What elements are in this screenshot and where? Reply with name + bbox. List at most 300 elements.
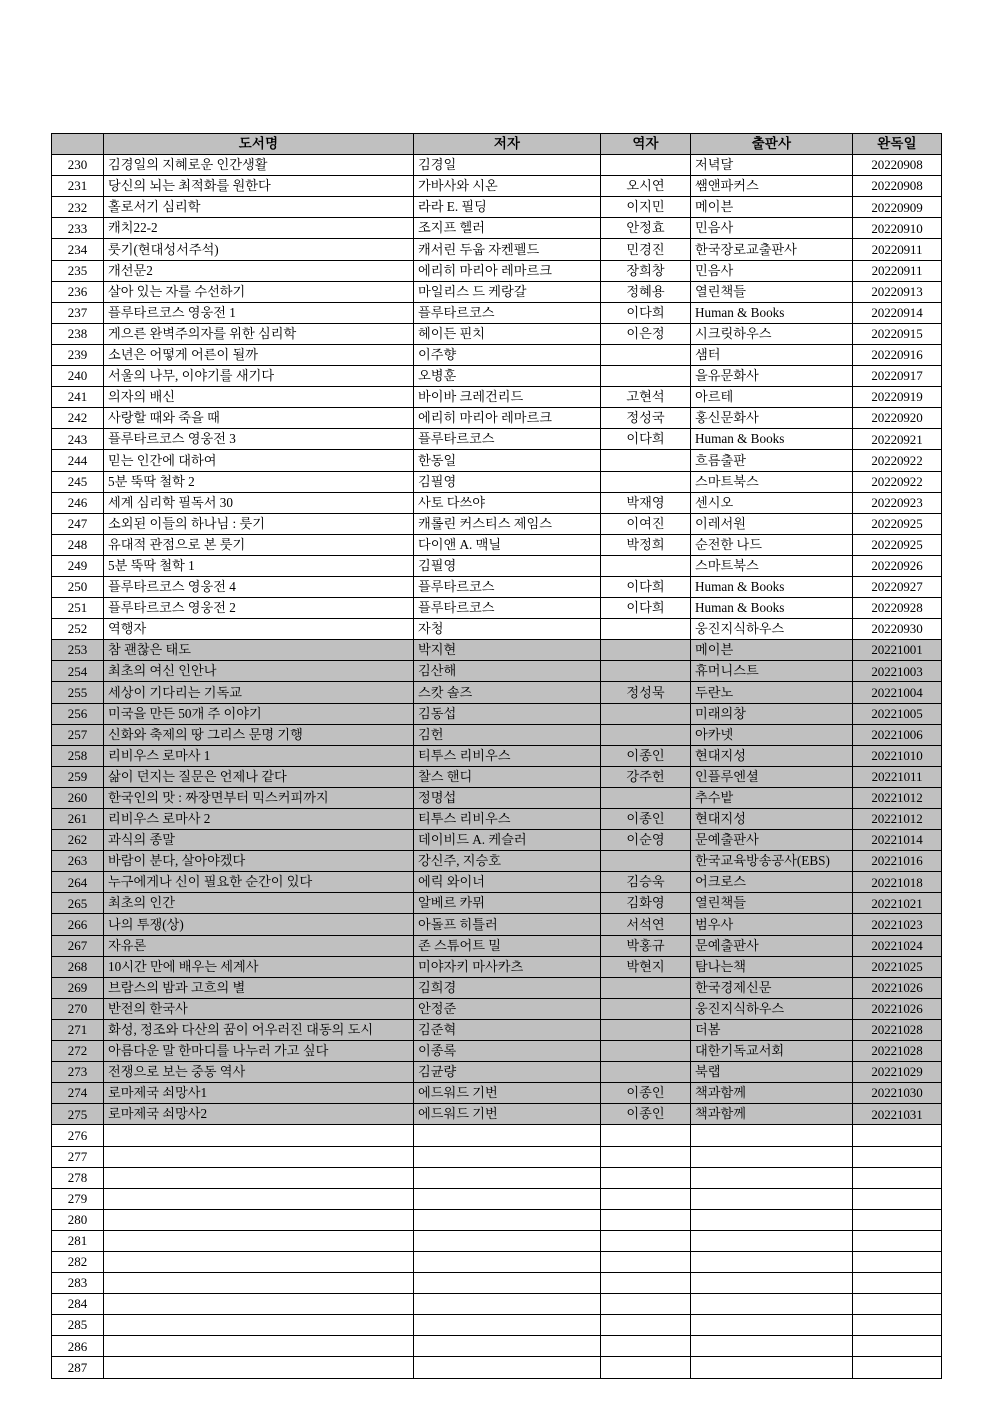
- table-row[interactable]: [52, 450, 942, 471]
- publisher-cell[interactable]: 저녁달: [691, 155, 853, 176]
- translator-cell[interactable]: [601, 1357, 691, 1378]
- book-title-cell[interactable]: 리비우스 로마사 1: [104, 745, 414, 766]
- author-cell[interactable]: 캐서린 두웁 자켄펠드: [414, 239, 601, 260]
- book-title-cell[interactable]: 의자의 배신: [104, 387, 414, 408]
- table-row[interactable]: [52, 745, 942, 766]
- publisher-cell[interactable]: 홍신문화사: [691, 408, 853, 429]
- author-cell[interactable]: 에릭 와이너: [414, 872, 601, 893]
- publisher-cell[interactable]: 아르테: [691, 387, 853, 408]
- publisher-cell[interactable]: [691, 1251, 853, 1272]
- author-cell[interactable]: [414, 1167, 601, 1188]
- publisher-cell[interactable]: [691, 1146, 853, 1167]
- translator-cell[interactable]: [601, 555, 691, 576]
- author-cell[interactable]: 에드워드 기번: [414, 1083, 601, 1104]
- book-title-cell[interactable]: 브람스의 밤과 고흐의 별: [104, 977, 414, 998]
- completion-date-cell[interactable]: [853, 1125, 942, 1146]
- translator-cell[interactable]: 김화영: [601, 893, 691, 914]
- table-row[interactable]: [52, 281, 942, 302]
- publisher-cell[interactable]: 센시오: [691, 492, 853, 513]
- translator-cell[interactable]: [601, 724, 691, 745]
- table-row[interactable]: [52, 534, 942, 555]
- publisher-cell[interactable]: 인플루엔셜: [691, 766, 853, 787]
- translator-cell[interactable]: 안정효: [601, 218, 691, 239]
- author-cell[interactable]: 티투스 리비우스: [414, 809, 601, 830]
- completion-date-cell[interactable]: 20221014: [853, 830, 942, 851]
- table-row[interactable]: [52, 387, 942, 408]
- publisher-cell[interactable]: 어크로스: [691, 872, 853, 893]
- book-title-cell[interactable]: 최초의 인간: [104, 893, 414, 914]
- table-row[interactable]: [52, 513, 942, 534]
- author-cell[interactable]: [414, 1146, 601, 1167]
- table-row[interactable]: [52, 1209, 942, 1230]
- translator-cell[interactable]: [601, 366, 691, 387]
- translator-cell[interactable]: 이종인: [601, 809, 691, 830]
- translator-cell[interactable]: 이지민: [601, 197, 691, 218]
- completion-date-cell[interactable]: 20220920: [853, 408, 942, 429]
- author-cell[interactable]: 강신주, 지승호: [414, 851, 601, 872]
- author-cell[interactable]: 플루타르코스: [414, 302, 601, 323]
- author-cell[interactable]: 박지현: [414, 640, 601, 661]
- completion-date-cell[interactable]: 20221028: [853, 1041, 942, 1062]
- completion-date-cell[interactable]: 20221011: [853, 766, 942, 787]
- book-title-cell[interactable]: 소외된 이들의 하나님 : 룻기: [104, 513, 414, 534]
- publisher-cell[interactable]: [691, 1336, 853, 1357]
- completion-date-cell[interactable]: [853, 1188, 942, 1209]
- table-row[interactable]: [52, 492, 942, 513]
- publisher-cell[interactable]: 스마트북스: [691, 555, 853, 576]
- table-row[interactable]: [52, 155, 942, 176]
- author-cell[interactable]: 김동섭: [414, 703, 601, 724]
- table-row[interactable]: [52, 366, 942, 387]
- author-cell[interactable]: 자청: [414, 619, 601, 640]
- book-title-cell[interactable]: 홀로서기 심리학: [104, 197, 414, 218]
- table-row[interactable]: [52, 1167, 942, 1188]
- author-cell[interactable]: [414, 1315, 601, 1336]
- publisher-cell[interactable]: 더봄: [691, 1019, 853, 1040]
- translator-cell[interactable]: [601, 1336, 691, 1357]
- publisher-cell[interactable]: 이레서원: [691, 513, 853, 534]
- table-row[interactable]: [52, 555, 942, 576]
- completion-date-cell[interactable]: [853, 1251, 942, 1272]
- book-title-cell[interactable]: 한국인의 맛 : 짜장면부터 믹스커피까지: [104, 787, 414, 808]
- translator-cell[interactable]: [601, 1146, 691, 1167]
- author-cell[interactable]: [414, 1336, 601, 1357]
- author-cell[interactable]: 아돌프 히틀러: [414, 914, 601, 935]
- author-cell[interactable]: 티투스 리비우스: [414, 745, 601, 766]
- translator-cell[interactable]: 오시연: [601, 176, 691, 197]
- publisher-cell[interactable]: 한국장로교출판사: [691, 239, 853, 260]
- book-title-cell[interactable]: 게으른 완벽주의자를 위한 심리학: [104, 323, 414, 344]
- completion-date-cell[interactable]: 20220916: [853, 344, 942, 365]
- author-cell[interactable]: 플루타르코스: [414, 429, 601, 450]
- author-cell[interactable]: 김산해: [414, 661, 601, 682]
- author-cell[interactable]: [414, 1251, 601, 1272]
- table-row[interactable]: [52, 429, 942, 450]
- author-cell[interactable]: 이종록: [414, 1041, 601, 1062]
- table-row[interactable]: [52, 872, 942, 893]
- book-title-cell[interactable]: 신화와 축제의 땅 그리스 문명 기행: [104, 724, 414, 745]
- table-row[interactable]: [52, 176, 942, 197]
- author-cell[interactable]: 마일리스 드 케랑갈: [414, 281, 601, 302]
- translator-cell[interactable]: 이종인: [601, 1083, 691, 1104]
- translator-cell[interactable]: 정성국: [601, 408, 691, 429]
- table-row[interactable]: [52, 914, 942, 935]
- completion-date-cell[interactable]: 20221001: [853, 640, 942, 661]
- completion-date-cell[interactable]: 20221010: [853, 745, 942, 766]
- translator-cell[interactable]: 이은정: [601, 323, 691, 344]
- book-title-cell[interactable]: 나의 투쟁(상): [104, 914, 414, 935]
- book-title-cell[interactable]: 미국을 만든 50개 주 이야기: [104, 703, 414, 724]
- completion-date-cell[interactable]: 20221012: [853, 787, 942, 808]
- author-cell[interactable]: 라라 E. 필딩: [414, 197, 601, 218]
- publisher-cell[interactable]: Human & Books: [691, 598, 853, 619]
- publisher-cell[interactable]: 한국교육방송공사(EBS): [691, 851, 853, 872]
- table-row[interactable]: [52, 218, 942, 239]
- publisher-cell[interactable]: 추수밭: [691, 787, 853, 808]
- book-title-cell[interactable]: 유대적 관점으로 본 룻기: [104, 534, 414, 555]
- completion-date-cell[interactable]: 20221021: [853, 893, 942, 914]
- table-row[interactable]: [52, 260, 942, 281]
- completion-date-cell[interactable]: 20220908: [853, 176, 942, 197]
- author-cell[interactable]: 알베르 카뮈: [414, 893, 601, 914]
- translator-cell[interactable]: [601, 344, 691, 365]
- completion-date-cell[interactable]: 20221004: [853, 682, 942, 703]
- book-title-cell[interactable]: 바람이 분다, 살아야겠다: [104, 851, 414, 872]
- author-cell[interactable]: [414, 1125, 601, 1146]
- translator-cell[interactable]: 정혜용: [601, 281, 691, 302]
- publisher-cell[interactable]: Human & Books: [691, 302, 853, 323]
- publisher-cell[interactable]: 책과함께: [691, 1083, 853, 1104]
- publisher-cell[interactable]: Human & Books: [691, 576, 853, 597]
- book-title-cell[interactable]: 믿는 인간에 대하여: [104, 450, 414, 471]
- translator-cell[interactable]: 이종인: [601, 745, 691, 766]
- table-row[interactable]: [52, 1251, 942, 1272]
- table-row[interactable]: [52, 1230, 942, 1251]
- translator-cell[interactable]: [601, 640, 691, 661]
- author-cell[interactable]: 이주향: [414, 344, 601, 365]
- book-title-cell[interactable]: [104, 1188, 414, 1209]
- book-title-cell[interactable]: 로마제국 쇠망사2: [104, 1104, 414, 1125]
- publisher-cell[interactable]: 흐름출판: [691, 450, 853, 471]
- publisher-cell[interactable]: 북랩: [691, 1062, 853, 1083]
- book-title-cell[interactable]: 자유론: [104, 935, 414, 956]
- table-row[interactable]: [52, 1294, 942, 1315]
- table-row[interactable]: [52, 809, 942, 830]
- author-cell[interactable]: 데이비드 A. 케슬러: [414, 830, 601, 851]
- table-row[interactable]: [52, 1125, 942, 1146]
- completion-date-cell[interactable]: 20220911: [853, 260, 942, 281]
- author-cell[interactable]: 플루타르코스: [414, 598, 601, 619]
- table-row[interactable]: [52, 1083, 942, 1104]
- completion-date-cell[interactable]: 20220919: [853, 387, 942, 408]
- completion-date-cell[interactable]: 20220927: [853, 576, 942, 597]
- completion-date-cell[interactable]: 20221006: [853, 724, 942, 745]
- completion-date-cell[interactable]: 20221003: [853, 661, 942, 682]
- book-title-cell[interactable]: [104, 1167, 414, 1188]
- book-title-cell[interactable]: 10시간 만에 배우는 세계사: [104, 956, 414, 977]
- completion-date-cell[interactable]: 20220915: [853, 323, 942, 344]
- author-cell[interactable]: [414, 1188, 601, 1209]
- completion-date-cell[interactable]: 20220908: [853, 155, 942, 176]
- book-title-cell[interactable]: 아름다운 말 한마디를 나누러 가고 싶다: [104, 1041, 414, 1062]
- publisher-cell[interactable]: 샘터: [691, 344, 853, 365]
- publisher-cell[interactable]: 책과함께: [691, 1104, 853, 1125]
- table-row[interactable]: [52, 344, 942, 365]
- translator-cell[interactable]: 서석연: [601, 914, 691, 935]
- completion-date-cell[interactable]: 20220909: [853, 197, 942, 218]
- table-row[interactable]: [52, 1041, 942, 1062]
- table-row[interactable]: [52, 787, 942, 808]
- completion-date-cell[interactable]: 20221018: [853, 872, 942, 893]
- translator-cell[interactable]: 박홍규: [601, 935, 691, 956]
- completion-date-cell[interactable]: 20220922: [853, 450, 942, 471]
- author-cell[interactable]: 김균량: [414, 1062, 601, 1083]
- table-row[interactable]: [52, 1104, 942, 1125]
- table-row[interactable]: [52, 619, 942, 640]
- table-row[interactable]: [52, 977, 942, 998]
- book-title-cell[interactable]: 참 괜찮은 태도: [104, 640, 414, 661]
- book-title-cell[interactable]: [104, 1336, 414, 1357]
- author-cell[interactable]: 스캇 솔즈: [414, 682, 601, 703]
- completion-date-cell[interactable]: 20221030: [853, 1083, 942, 1104]
- translator-cell[interactable]: 이다희: [601, 598, 691, 619]
- completion-date-cell[interactable]: [853, 1146, 942, 1167]
- book-title-cell[interactable]: 세상이 기다리는 기독교: [104, 682, 414, 703]
- author-cell[interactable]: [414, 1230, 601, 1251]
- publisher-cell[interactable]: 범우사: [691, 914, 853, 935]
- translator-cell[interactable]: [601, 1019, 691, 1040]
- publisher-cell[interactable]: 열린책들: [691, 893, 853, 914]
- publisher-cell[interactable]: 웅진지식하우스: [691, 998, 853, 1019]
- book-title-cell[interactable]: 과식의 종말: [104, 830, 414, 851]
- completion-date-cell[interactable]: 20221028: [853, 1019, 942, 1040]
- publisher-cell[interactable]: 문예출판사: [691, 935, 853, 956]
- publisher-cell[interactable]: 순전한 나드: [691, 534, 853, 555]
- book-title-cell[interactable]: [104, 1230, 414, 1251]
- publisher-cell[interactable]: 을유문화사: [691, 366, 853, 387]
- publisher-cell[interactable]: 현대지성: [691, 809, 853, 830]
- completion-date-cell[interactable]: 20220930: [853, 619, 942, 640]
- translator-cell[interactable]: 이순영: [601, 830, 691, 851]
- book-title-cell[interactable]: 로마제국 쇠망사1: [104, 1083, 414, 1104]
- table-row[interactable]: [52, 682, 942, 703]
- book-title-cell[interactable]: 플루타르코스 영웅전 4: [104, 576, 414, 597]
- book-title-cell[interactable]: 개선문2: [104, 260, 414, 281]
- translator-cell[interactable]: 강주헌: [601, 766, 691, 787]
- translator-cell[interactable]: [601, 1041, 691, 1062]
- author-cell[interactable]: 가바사와 시온: [414, 176, 601, 197]
- table-row[interactable]: [52, 1336, 942, 1357]
- translator-cell[interactable]: 박정희: [601, 534, 691, 555]
- translator-cell[interactable]: 고현석: [601, 387, 691, 408]
- book-title-cell[interactable]: 삶이 던지는 질문은 언제나 같다: [104, 766, 414, 787]
- table-row[interactable]: [52, 956, 942, 977]
- author-cell[interactable]: 정명섭: [414, 787, 601, 808]
- publisher-cell[interactable]: [691, 1230, 853, 1251]
- book-title-cell[interactable]: 최초의 여신 인안나: [104, 661, 414, 682]
- translator-cell[interactable]: [601, 1315, 691, 1336]
- completion-date-cell[interactable]: 20220925: [853, 513, 942, 534]
- table-row[interactable]: [52, 703, 942, 724]
- author-cell[interactable]: 에리히 마리아 레마르크: [414, 408, 601, 429]
- translator-cell[interactable]: [601, 1230, 691, 1251]
- completion-date-cell[interactable]: [853, 1357, 942, 1378]
- book-title-cell[interactable]: [104, 1294, 414, 1315]
- table-row[interactable]: [52, 1188, 942, 1209]
- book-title-cell[interactable]: 5분 뚝딱 철학 1: [104, 555, 414, 576]
- publisher-cell[interactable]: [691, 1188, 853, 1209]
- book-title-cell[interactable]: 사랑할 때와 죽을 때: [104, 408, 414, 429]
- completion-date-cell[interactable]: 20221016: [853, 851, 942, 872]
- translator-cell[interactable]: [601, 1294, 691, 1315]
- translator-cell[interactable]: 이다희: [601, 302, 691, 323]
- publisher-cell[interactable]: 스마트북스: [691, 471, 853, 492]
- author-cell[interactable]: 다이앤 A. 맥닐: [414, 534, 601, 555]
- book-title-cell[interactable]: 세계 심리학 필독서 30: [104, 492, 414, 513]
- table-row[interactable]: [52, 408, 942, 429]
- author-cell[interactable]: [414, 1294, 601, 1315]
- table-row[interactable]: [52, 598, 942, 619]
- publisher-cell[interactable]: Human & Books: [691, 429, 853, 450]
- book-title-cell[interactable]: 화성, 정조와 다산의 꿈이 어우러진 대동의 도시: [104, 1019, 414, 1040]
- book-title-cell[interactable]: 반전의 한국사: [104, 998, 414, 1019]
- table-row[interactable]: [52, 302, 942, 323]
- table-row[interactable]: [52, 661, 942, 682]
- book-title-cell[interactable]: 역행자: [104, 619, 414, 640]
- author-cell[interactable]: [414, 1357, 601, 1378]
- completion-date-cell[interactable]: 20220925: [853, 534, 942, 555]
- table-row[interactable]: [52, 1146, 942, 1167]
- book-title-cell[interactable]: 전쟁으로 보는 중동 역사: [104, 1062, 414, 1083]
- author-cell[interactable]: 김희경: [414, 977, 601, 998]
- completion-date-cell[interactable]: [853, 1336, 942, 1357]
- book-title-cell[interactable]: 5분 뚝딱 철학 2: [104, 471, 414, 492]
- completion-date-cell[interactable]: [853, 1273, 942, 1294]
- author-cell[interactable]: 김준혁: [414, 1019, 601, 1040]
- book-title-cell[interactable]: 당신의 뇌는 최적화를 원한다: [104, 176, 414, 197]
- author-cell[interactable]: [414, 1273, 601, 1294]
- translator-cell[interactable]: [601, 787, 691, 808]
- translator-cell[interactable]: 장희창: [601, 260, 691, 281]
- publisher-cell[interactable]: 현대지성: [691, 745, 853, 766]
- completion-date-cell[interactable]: 20221025: [853, 956, 942, 977]
- book-title-cell[interactable]: 서울의 나무, 이야기를 새기다: [104, 366, 414, 387]
- publisher-cell[interactable]: 메이븐: [691, 197, 853, 218]
- author-cell[interactable]: 김필영: [414, 555, 601, 576]
- publisher-cell[interactable]: [691, 1167, 853, 1188]
- book-title-cell[interactable]: 리비우스 로마사 2: [104, 809, 414, 830]
- translator-cell[interactable]: [601, 1125, 691, 1146]
- table-row[interactable]: [52, 1273, 942, 1294]
- book-title-cell[interactable]: 캐치22-2: [104, 218, 414, 239]
- publisher-cell[interactable]: 시크릿하우스: [691, 323, 853, 344]
- completion-date-cell[interactable]: 20220914: [853, 302, 942, 323]
- translator-cell[interactable]: 이종인: [601, 1104, 691, 1125]
- author-cell[interactable]: 플루타르코스: [414, 576, 601, 597]
- completion-date-cell[interactable]: [853, 1294, 942, 1315]
- publisher-cell[interactable]: 웅진지식하우스: [691, 619, 853, 640]
- completion-date-cell[interactable]: 20220921: [853, 429, 942, 450]
- translator-cell[interactable]: 박현지: [601, 956, 691, 977]
- author-cell[interactable]: 찰스 핸디: [414, 766, 601, 787]
- completion-date-cell[interactable]: 20221026: [853, 977, 942, 998]
- translator-cell[interactable]: 정성묵: [601, 682, 691, 703]
- publisher-cell[interactable]: [691, 1315, 853, 1336]
- book-title-cell[interactable]: [104, 1146, 414, 1167]
- completion-date-cell[interactable]: 20220928: [853, 598, 942, 619]
- translator-cell[interactable]: [601, 1188, 691, 1209]
- completion-date-cell[interactable]: 20221031: [853, 1104, 942, 1125]
- translator-cell[interactable]: [601, 661, 691, 682]
- translator-cell[interactable]: [601, 1251, 691, 1272]
- completion-date-cell[interactable]: 20221012: [853, 809, 942, 830]
- book-title-cell[interactable]: 플루타르코스 영웅전 3: [104, 429, 414, 450]
- book-title-cell[interactable]: 플루타르코스 영웅전 1: [104, 302, 414, 323]
- table-row[interactable]: [52, 471, 942, 492]
- author-cell[interactable]: 사토 다쓰야: [414, 492, 601, 513]
- table-row[interactable]: [52, 1315, 942, 1336]
- book-title-cell[interactable]: 김경일의 지혜로운 인간생활: [104, 155, 414, 176]
- author-cell[interactable]: 바이바 크레건리드: [414, 387, 601, 408]
- translator-cell[interactable]: [601, 1062, 691, 1083]
- completion-date-cell[interactable]: 20221023: [853, 914, 942, 935]
- table-row[interactable]: [52, 851, 942, 872]
- table-row[interactable]: [52, 323, 942, 344]
- table-row[interactable]: [52, 640, 942, 661]
- table-row[interactable]: [52, 830, 942, 851]
- publisher-cell[interactable]: [691, 1209, 853, 1230]
- book-title-cell[interactable]: 누구에게나 신이 필요한 순간이 있다: [104, 872, 414, 893]
- author-cell[interactable]: 한동일: [414, 450, 601, 471]
- book-title-cell[interactable]: [104, 1125, 414, 1146]
- book-title-cell[interactable]: 룻기(현대성서주석): [104, 239, 414, 260]
- completion-date-cell[interactable]: 20221029: [853, 1062, 942, 1083]
- translator-cell[interactable]: 김승욱: [601, 872, 691, 893]
- completion-date-cell[interactable]: [853, 1230, 942, 1251]
- completion-date-cell[interactable]: 20221024: [853, 935, 942, 956]
- author-cell[interactable]: 오병훈: [414, 366, 601, 387]
- publisher-cell[interactable]: 대한기독교서회: [691, 1041, 853, 1062]
- completion-date-cell[interactable]: 20220917: [853, 366, 942, 387]
- completion-date-cell[interactable]: 20220922: [853, 471, 942, 492]
- completion-date-cell[interactable]: 20220911: [853, 239, 942, 260]
- completion-date-cell[interactable]: [853, 1167, 942, 1188]
- table-row[interactable]: [52, 1357, 942, 1378]
- author-cell[interactable]: 미야자키 마사카츠: [414, 956, 601, 977]
- translator-cell[interactable]: [601, 450, 691, 471]
- author-cell[interactable]: [414, 1209, 601, 1230]
- completion-date-cell[interactable]: 20220926: [853, 555, 942, 576]
- table-row[interactable]: [52, 1062, 942, 1083]
- publisher-cell[interactable]: 민음사: [691, 218, 853, 239]
- translator-cell[interactable]: [601, 1167, 691, 1188]
- completion-date-cell[interactable]: 20221005: [853, 703, 942, 724]
- translator-cell[interactable]: [601, 998, 691, 1019]
- publisher-cell[interactable]: 한국경제신문: [691, 977, 853, 998]
- publisher-cell[interactable]: 메이븐: [691, 640, 853, 661]
- book-title-cell[interactable]: [104, 1357, 414, 1378]
- publisher-cell[interactable]: 아카넷: [691, 724, 853, 745]
- book-title-cell[interactable]: 소년은 어떻게 어른이 될까: [104, 344, 414, 365]
- author-cell[interactable]: 조지프 헬러: [414, 218, 601, 239]
- translator-cell[interactable]: [601, 619, 691, 640]
- book-title-cell[interactable]: 살아 있는 자를 수선하기: [104, 281, 414, 302]
- translator-cell[interactable]: 이여진: [601, 513, 691, 534]
- completion-date-cell[interactable]: 20220913: [853, 281, 942, 302]
- author-cell[interactable]: 캐롤린 커스티스 제임스: [414, 513, 601, 534]
- completion-date-cell[interactable]: 20220923: [853, 492, 942, 513]
- translator-cell[interactable]: 이다희: [601, 576, 691, 597]
